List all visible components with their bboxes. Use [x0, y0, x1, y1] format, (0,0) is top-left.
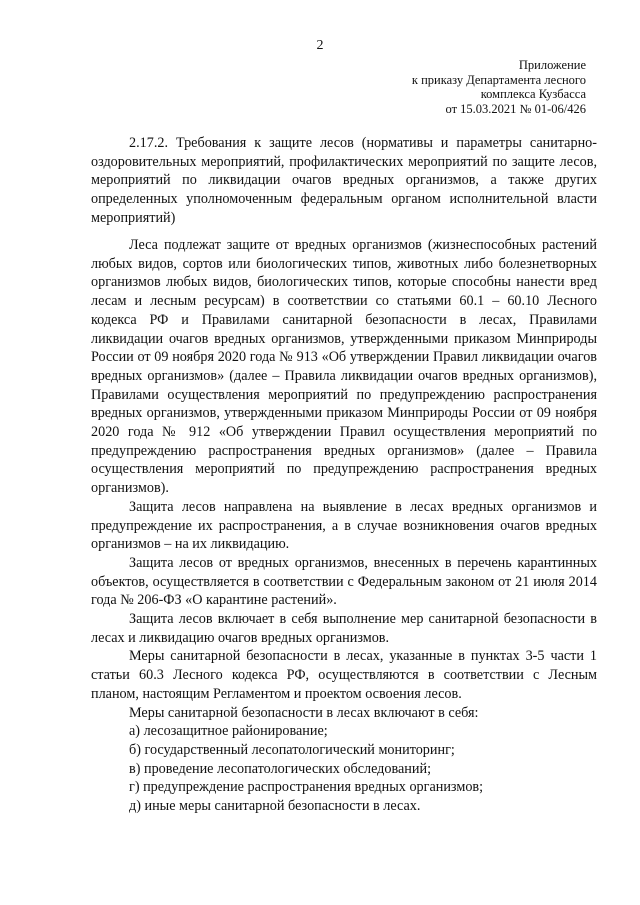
- appendix-header: [412, 58, 586, 116]
- section-heading: 2.17.2. Требования к защите лесов (нормативы и параметры санитарно-оздоровительных мероприятий, профилактических мероприятий по защите лесов, мероприятий по ликвидации очагов вредных организмов, а также других определенных уполномоченным федеральным органом исполнительной власти мероприятий): [91, 135, 597, 226]
- appendix-line-date-number: от 15.03.2021 № 01-06/426: [445, 101, 586, 116]
- appendix-line-title: Приложение: [518, 58, 586, 72]
- list-item-zoning: а) лесозащитное районирование;: [129, 723, 328, 740]
- list-item-monitoring: б) государственный лесопатологический мониторинг;: [129, 741, 455, 758]
- appendix-line-order: к приказу Департамента лесного: [411, 72, 586, 87]
- section-heading-block: [91, 134, 597, 228]
- paragraph-quarantine-objects: Защита лесов от вредных организмов, внесенных в перечень карантинных объектов, осуществляется в соответствии с Федеральным законом от 21 июля 2014 года № 206-ФЗ «О карантине растений».: [91, 554, 597, 609]
- paragraph-protection-purpose: Защита лесов направлена на выявление в лесах вредных организмов и предупреждение их распространения, а в случае возникновения очагов вредных организмов – на их ликвидацию.: [91, 498, 597, 553]
- list-item-prevention: г) предупреждение распространения вредных организмов;: [129, 779, 484, 796]
- list-item-surveys: в) проведение лесопатологических обследований;: [129, 760, 432, 777]
- paragraph-forest-protection-basis: Леса подлежат защите от вредных организмов (жизнеспособных растений любых видов, сортов или биологических типов, животных либо болезнетворных организмов любых видов, биологических типов, которые способны нанести вред лесам и лесным ресурсам) в соответствии со статьями 60.1 – 60.10 Лесного кодекса РФ и Правилами санитарной безопасности в лесах, Правилами ликвидации очагов вредных организмов, утвержденными приказом Минприроды России от 09 ноября 2020 года № 913 «Об утверждении Правил ликвидации очагов вредных организмов» (далее – Правила ликвидации очагов вредных организмов), Правилами осуществления мероприятий по предупреждению распространения вредных организмов, утвержденными приказом Минприроды России от 09 ноября 2020 года № 912 «Об утверждении Правил осуществления мероприятий по предупреждению распространения вредных организмов» (далее – Правила осуществления мероприятий по предупреждению распространения вредных организмов).: [91, 237, 597, 497]
- paragraph-sanitary-measures-intro: Меры санитарной безопасности в лесах включают в себя:: [129, 704, 479, 721]
- list-item-other-measures: д) иные меры санитарной безопасности в лесах.: [129, 798, 421, 815]
- appendix-line-department: комплекса Кузбасса: [480, 87, 586, 102]
- paragraph-protection-includes: Защита лесов включает в себя выполнение мер санитарной безопасности в лесах и ликвидацию очагов вредных организмов.: [91, 611, 597, 646]
- document-body: [91, 236, 597, 816]
- page-number: 2: [316, 38, 324, 53]
- paragraph-sanitary-measures-plan: Меры санитарной безопасности в лесах, указанные в пунктах 3-5 части 1 статьи 60.3 Лесного кодекса РФ, осуществляются в соответствии с Лесным планом, настоящим Регламентом и проектом освоения лесов.: [91, 648, 597, 702]
